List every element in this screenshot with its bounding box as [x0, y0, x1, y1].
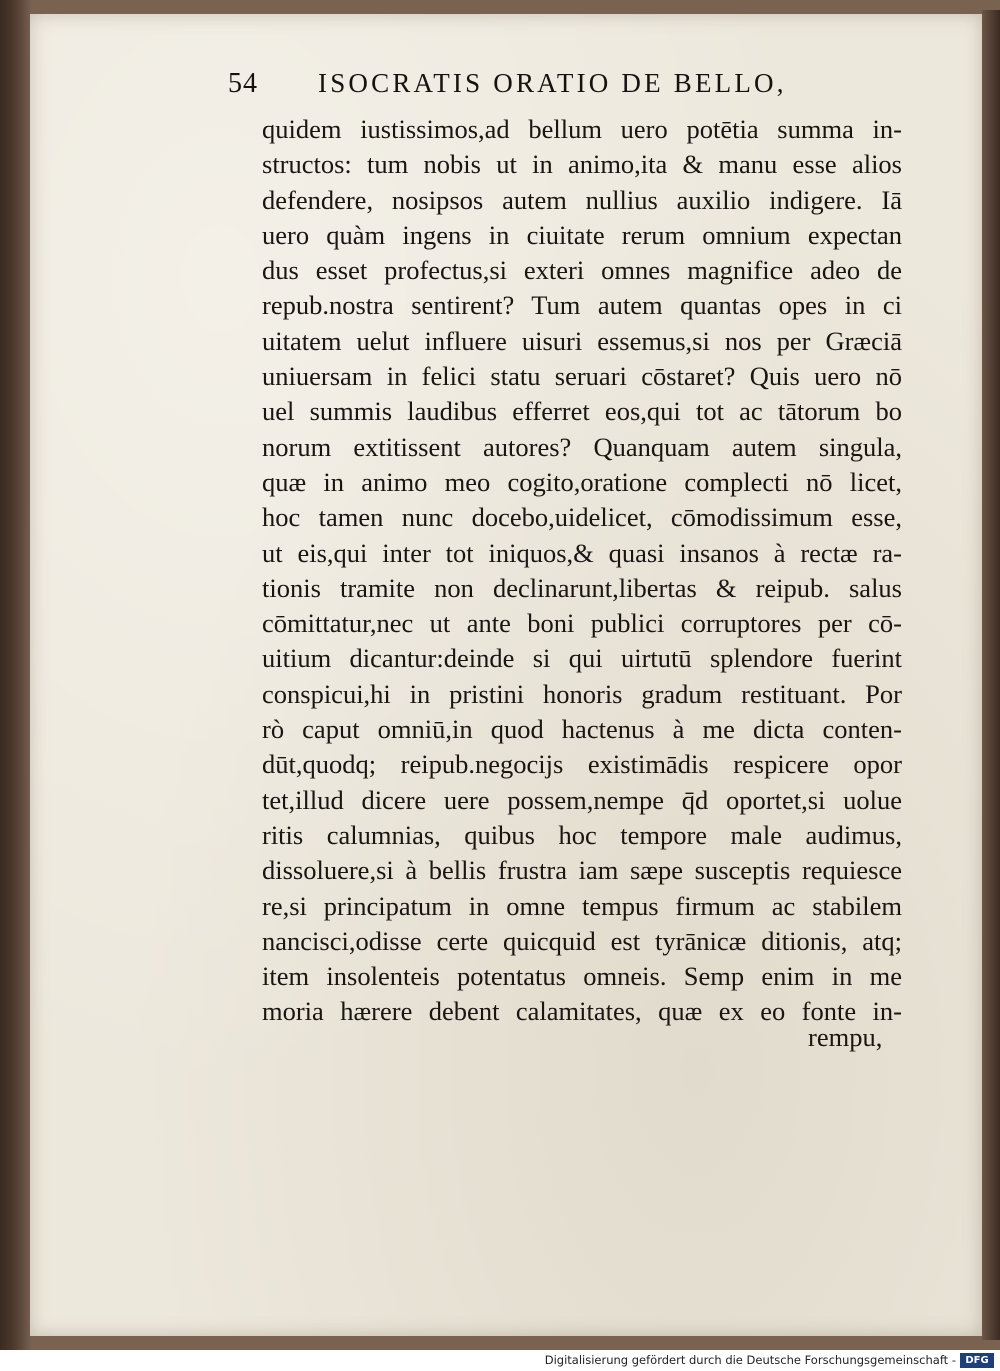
text-line: hoc tamen nunc docebo,uidelicet, cōmodissimum esse, — [262, 502, 902, 533]
text-line: tionis tramite non declinarunt,libertas & reipub. salus — [262, 572, 902, 603]
text-line: uero quàm ingens in ciuitate rerum omnium expectan — [262, 219, 902, 250]
text-line: re,si principatum in omne tempus firmum ac stabilem — [262, 890, 902, 921]
page-header — [228, 68, 848, 108]
text-line: repub.nostra sentirent? Tum autem quantas opes in ci — [262, 290, 902, 321]
text-line: uitatem uelut influere uisuri essemus,si nos per Græciā — [262, 325, 902, 356]
text-line: dissoluere,si à bellis frustra iam sæpe susceptis requiesce — [262, 855, 902, 886]
text-line: quæ in animo meo cogito,oratione complecti nō licet, — [262, 466, 902, 497]
text-line: uel summis laudibus efferret eos,qui tot ac tātorum bo — [262, 396, 902, 427]
text-line: cōmittatur,nec ut ante boni publici corruptores per cō- — [262, 608, 902, 639]
text-line: tet,illud dicere uere possem,nempe q̄d oportet,si uolue — [262, 784, 902, 815]
text-line: norum extitissent autores? Quanquam autem singula, — [262, 431, 902, 462]
running-head: ISOCRATIS ORATIO DE BELLO, — [318, 68, 787, 98]
text-line: moria hærere debent calamitates, quæ ex eo fonte in- — [262, 996, 902, 1027]
funding-credit: Digitalisierung gefördert durch die Deutsche Forschungsgemeinschaft - — [544, 1353, 956, 1367]
text-line: dus esset profectus,si exteri omnes magnifice adeo de — [262, 255, 902, 286]
page-number: 54 — [228, 68, 258, 99]
text-line: dūt,quodq; reipub.negocijs existimādis respicere opor — [262, 749, 902, 780]
text-line: quidem iustissimos,ad bellum uero potētia summa in- — [262, 114, 902, 144]
text-line: ut eis,qui inter tot iniquos,& quasi insanos à rectæ ra- — [262, 537, 902, 568]
body-text — [262, 112, 902, 1030]
text-line: uitium dicantur:deinde si qui uirtutū splendore fuerint — [262, 643, 902, 674]
text-line: uniuersam in felici statu seruari cōstaret? Quis uero nō — [262, 361, 902, 392]
text-line: rò caput omniū,in quod hactenus à me dicta conten- — [262, 714, 902, 745]
text-line: defendere, nosipsos autem nullius auxilio indigere. Iā — [262, 184, 902, 215]
catchword: rempu, — [808, 1022, 883, 1052]
text-line: nancisci,odisse certe quicquid est tyrānicæ ditionis, atq; — [262, 925, 902, 956]
page-edge — [982, 10, 1000, 1340]
dfg-logo: DFG — [960, 1353, 994, 1368]
text-line: conspicui,hi in pristini honoris gradum restituant. Por — [262, 678, 902, 709]
text-line: structos: tum nobis ut in animo,ita & manu esse alios — [262, 149, 902, 180]
text-line: ritis calumnias, quibus hoc tempore male audimus, — [262, 819, 902, 850]
footer-bar — [0, 1350, 1000, 1371]
text-line: item insolenteis potentatus omneis. Semp enim in me — [262, 961, 902, 992]
